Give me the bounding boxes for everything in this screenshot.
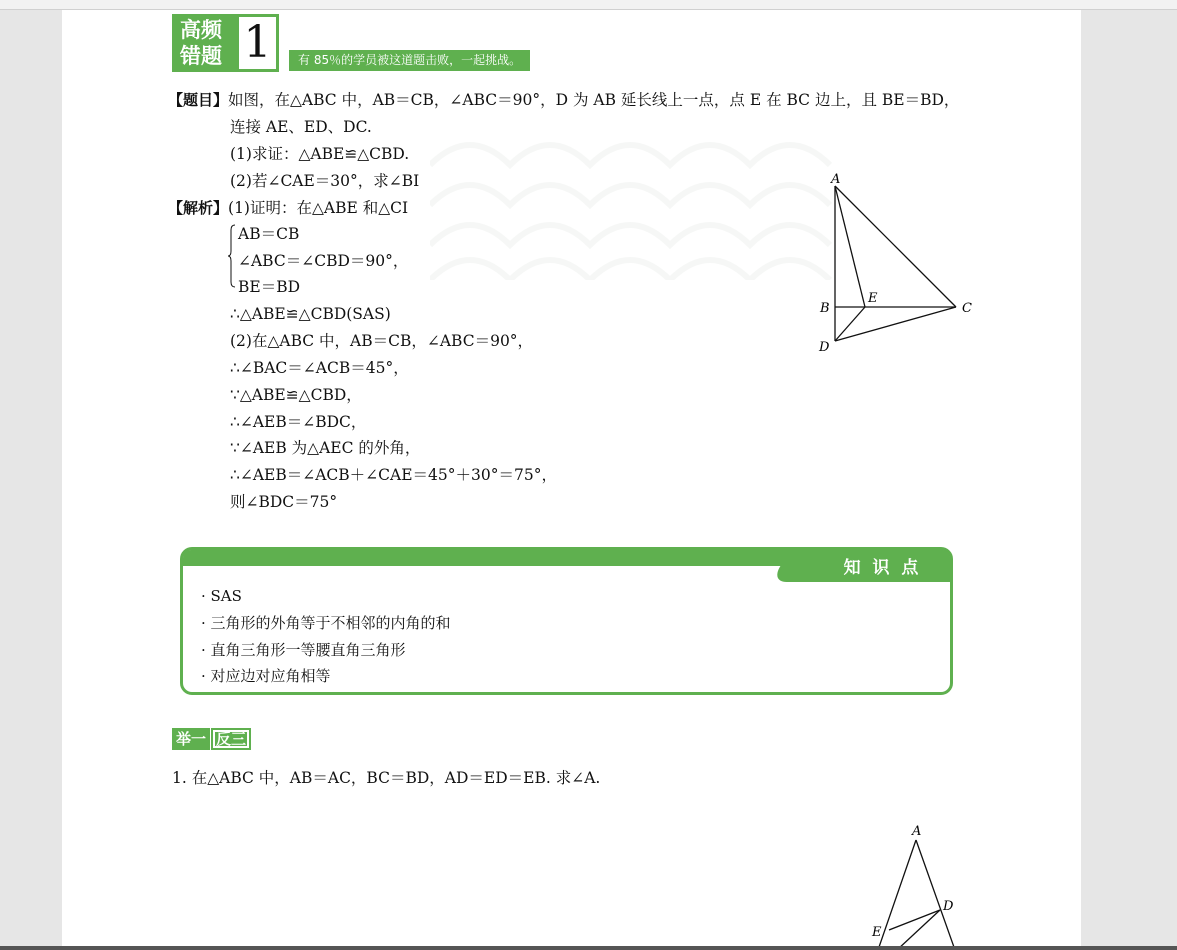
solution-cond-2: ∠ABC＝∠CBD＝90°， bbox=[238, 252, 409, 270]
badge-title-line2: 错题 bbox=[180, 44, 222, 68]
fig2-label-e: E bbox=[872, 925, 882, 940]
solution-text-1: (1)证明：在△ABE 和△CI bbox=[228, 199, 409, 217]
badge-title bbox=[172, 14, 236, 72]
solution-label: 【解析】 bbox=[168, 199, 229, 217]
solution-line-12: 则∠BDC＝75° bbox=[230, 493, 338, 511]
fig1-label-b: B bbox=[820, 301, 830, 316]
geometry-figure-1 bbox=[802, 165, 982, 365]
solution-line-1 bbox=[168, 198, 408, 218]
slogan-banner: 有 85％的学员被这道题击败，一起挑战。 bbox=[289, 50, 530, 71]
knowledge-item-2: · 三角形的外角等于不相邻的内角的和 bbox=[201, 614, 451, 632]
problem-line-2: 连接 AE、ED、DC. bbox=[230, 118, 372, 136]
solution-line-11: ∴∠AEB＝∠ACB＋∠CAE＝45°＋30°＝75°， bbox=[230, 466, 557, 484]
problem-question-2: (2)若∠CAE＝30°，求∠BI bbox=[230, 172, 420, 190]
viewer-toolbar bbox=[0, 0, 1177, 10]
knowledge-item-4: · 对应边对应角相等 bbox=[201, 667, 331, 685]
knowledge-title: 知 识 点 bbox=[815, 550, 950, 582]
fig2-label-d: D bbox=[943, 899, 954, 914]
geometry-figure-2 bbox=[862, 820, 972, 950]
solution-line-9: ∴∠AEB＝∠BDC， bbox=[230, 413, 367, 431]
solution-line-6: (2)在△ABC 中，AB＝CB，∠ABC＝90°， bbox=[230, 332, 534, 350]
solution-line-5: ∴△ABE≌△CBD(SAS) bbox=[230, 305, 391, 323]
fig1-label-a: A bbox=[831, 172, 841, 187]
problem-label: 【题目】 bbox=[168, 91, 229, 109]
solution-cond-1: AB＝CB bbox=[238, 225, 300, 243]
solution-line-8: ∵△ABE≌△CBD， bbox=[230, 386, 362, 404]
knowledge-box bbox=[180, 547, 953, 695]
brace-symbol bbox=[228, 224, 236, 288]
fig1-label-d: D bbox=[819, 340, 830, 355]
practice-badge-b: 反三 bbox=[211, 728, 251, 750]
problem-line-1 bbox=[168, 90, 959, 110]
practice-question-1: 1. 在△ABC 中，AB＝AC，BC＝BD，AD＝ED＝EB. 求∠A. bbox=[172, 769, 601, 787]
solution-cond-3: BE＝BD bbox=[238, 278, 301, 296]
solution-line-7: ∴∠BAC＝∠ACB＝45°， bbox=[230, 359, 409, 377]
problem-question-1: (1)求证：△ABE≌△CBD. bbox=[230, 145, 410, 163]
badge-title-line1: 高频 bbox=[180, 18, 222, 42]
badge-number: 1 bbox=[236, 14, 279, 72]
practice-badge bbox=[172, 728, 251, 750]
fig1-label-e: E bbox=[868, 291, 878, 306]
problem-text-1: 如图，在△ABC 中，AB＝CB，∠ABC＝90°，D 为 AB 延长线上一点，点 E 在 BC 边上，且 BE＝BD， bbox=[228, 91, 960, 109]
fig2-label-a: A bbox=[912, 824, 922, 839]
practice-badge-a: 举一 bbox=[172, 728, 210, 750]
header-badge bbox=[172, 14, 279, 72]
knowledge-item-3: · 直角三角形一等腰直角三角形 bbox=[201, 641, 406, 659]
watermark-pattern bbox=[430, 125, 840, 280]
viewer-bottom-edge bbox=[0, 946, 1177, 950]
knowledge-item-1: · SAS bbox=[201, 587, 242, 605]
solution-line-10: ∵∠AEB 为△AEC 的外角， bbox=[230, 439, 421, 457]
document-page bbox=[62, 10, 1081, 950]
fig1-label-c: C bbox=[962, 301, 972, 316]
